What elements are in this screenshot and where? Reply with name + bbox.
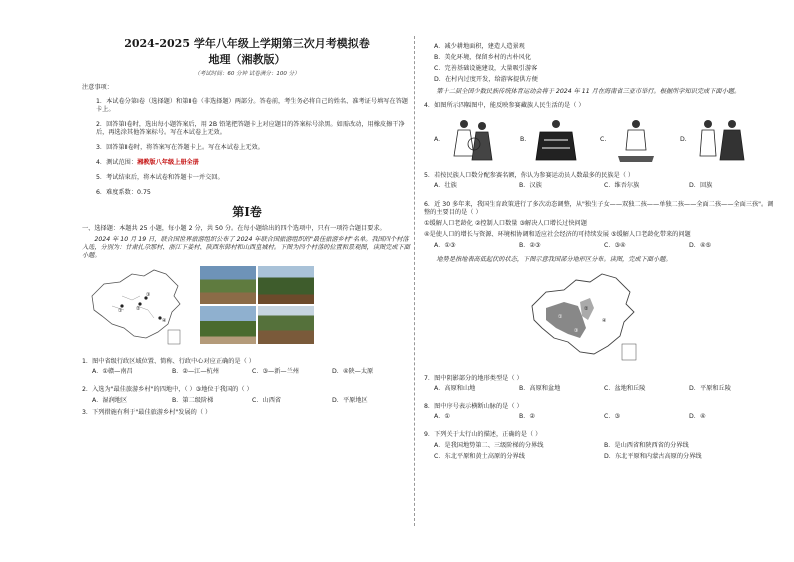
- question-9-stem: 9．下列关于太行山的描述，正确的是（ ）: [424, 431, 542, 439]
- question-6-stem: 6．近 30 多年来，我国生育政策进行了多次动态调整，从"独生子女——双独二孩——单独二孩——全面二孩——全面三孩"。调整的主要目的是（ ）: [424, 200, 774, 216]
- question-8-options: [434, 413, 774, 421]
- option[interactable]: C．盆地和丘陵: [604, 385, 646, 392]
- question-1-options: [92, 368, 412, 376]
- option[interactable]: C．东北平原和黄土高原的分界线: [434, 453, 525, 461]
- notice-scope-label: 4．测试范围：: [96, 159, 138, 167]
- option[interactable]: A．减少耕地面积，建造人造景观: [434, 43, 525, 50]
- option[interactable]: C．③—新—兰州: [252, 368, 299, 376]
- svg-text:③: ③: [574, 327, 579, 334]
- svg-text:②: ②: [584, 305, 589, 312]
- option[interactable]: B．第二级阶梯: [172, 396, 214, 404]
- passage-3: 地势是指地表高低起伏的状态，下图示意我国部分地形区分布。读图，完成下面小题。: [436, 255, 672, 263]
- exam-title: 2024-2025 学年八年级上学期第三次月考模拟卷: [124, 37, 370, 50]
- question-1-stem: 1．图中省级行政区域位置、简称、行政中心对应正确的是（ ）: [82, 358, 255, 366]
- village-photos: [200, 266, 314, 344]
- notice-item-scope: [96, 159, 412, 167]
- notice-item: 1．本试卷分第Ⅰ卷（选择题）和第Ⅱ卷（非选择题）两部分。答卷前，考生务必将自己的姓名、准考证号填写在答题卡上。: [96, 98, 408, 114]
- option[interactable]: C．山西省: [252, 396, 282, 404]
- option[interactable]: D．④: [689, 413, 706, 421]
- option[interactable]: B．高原和盆地: [519, 385, 561, 392]
- exam-meta: （考试时间：60 分钟 试卷满分：100 分）: [194, 70, 300, 77]
- figure-map-photos: [82, 266, 412, 348]
- option[interactable]: B.: [520, 136, 527, 144]
- village-photo: [258, 266, 314, 304]
- option[interactable]: C．完善基础设施建设，大量吸引游客: [434, 65, 538, 73]
- option[interactable]: B．美化环境，保留乡村的古朴风化: [434, 54, 532, 62]
- option[interactable]: A.: [434, 136, 441, 144]
- question-6-options: [434, 242, 774, 250]
- option[interactable]: D．④陕—太原: [332, 368, 374, 376]
- svg-text:④: ④: [602, 317, 607, 324]
- question-6-choices: ①缓解人口老龄化 ②控制人口数量 ③解决人口增长过快问题: [424, 219, 587, 227]
- option[interactable]: D．④⑤: [689, 241, 712, 249]
- question-4-stem: 4．如图所示四幅图中，能反映参赛藏族人民生活的是（ ）: [424, 102, 585, 110]
- costume-figure-icon: [694, 116, 748, 164]
- question-2-options: [92, 397, 412, 405]
- question-3-stem: 3．下列措施有利于"最佳旅游乡村"发展的（ ）: [82, 408, 212, 416]
- question-2-stem: 2．入选为"最佳旅游乡村"的四地中，（ ）③地位于我国的（ ）: [82, 386, 253, 394]
- option[interactable]: D．回族: [689, 182, 713, 190]
- costume-figure-icon: [448, 116, 498, 164]
- option[interactable]: A．①: [434, 413, 450, 421]
- notice-heading: 注意事项：: [82, 83, 113, 91]
- notice-item: 2．回答第Ⅰ卷时，选出每小题答案后，用 2B 铅笔把答题卡上对应题目的答案标号涂黑。如需改动，用橡皮擦干净后，再选涂其他答案标号。写在本试卷上无效。: [96, 121, 405, 137]
- village-photo: [200, 306, 256, 344]
- option[interactable]: B．②—江—杭州: [172, 368, 219, 376]
- option[interactable]: C．维吾尔族: [604, 182, 640, 190]
- option[interactable]: A．是我国地势第二、三级阶梯的分界线: [434, 442, 544, 450]
- question-7-stem: 7．图中阴影部分的地形类型是（ ）: [424, 374, 523, 382]
- notice-item: 3．回答第Ⅱ卷时，将答案写在答题卡上。写在本试卷上无效。: [96, 144, 264, 152]
- costume-figure-icon: [534, 116, 578, 164]
- option[interactable]: A．①赣—南昌: [92, 368, 133, 376]
- question-9-options: [434, 453, 774, 461]
- option[interactable]: B．是山西省和陕西省的分界线: [604, 442, 689, 450]
- section-title: 第Ⅰ卷: [232, 204, 262, 219]
- question-9-options: [434, 442, 774, 450]
- question-7-options: [434, 385, 774, 393]
- exam-subtitle: 地理（湘教版）: [208, 52, 286, 66]
- passage-1: 2024 年 10 月 19 日，联合国世界旅游组织公布了 2024 年联合国旅游组织的"最佳旅游乡村"名单。我国四个村落入选，分别为：甘肃扎尕那村、浙江下姜村、陕西东韩村和山西皇城村。下图为四个村落的位置和景观图，读图完成下面小题。: [82, 236, 410, 260]
- village-photo: [258, 306, 314, 344]
- china-map-icon: [82, 266, 192, 348]
- question-8-stem: 8．图中序号表示横断山脉的是（ ）: [424, 403, 523, 411]
- option[interactable]: B．②③: [519, 241, 541, 249]
- svg-text:②: ②: [136, 306, 141, 313]
- option[interactable]: B．汉族: [519, 182, 542, 190]
- costume-images: [434, 116, 774, 164]
- option[interactable]: D．在村内过度开发，给游客提供方便: [434, 76, 538, 84]
- question-6-choices: ④是使人口的增长与资源、环境相协调和适应社会经济的可持续发展 ⑤缓解人口老龄化带来的问题: [424, 230, 691, 238]
- section-intro: 一、选择题：本题共 25 小题，每小题 2 分，共 50 分。在每小题给出的四个选项中，只有一项符合题目要求。: [82, 225, 386, 233]
- option[interactable]: D．平原和丘陵: [689, 385, 731, 392]
- svg-text:③: ③: [146, 292, 151, 299]
- village-photo: [200, 266, 256, 304]
- option[interactable]: A．壮族: [434, 182, 457, 190]
- svg-text:①: ①: [118, 308, 123, 315]
- option[interactable]: C．③④: [604, 241, 626, 249]
- right-column: [424, 40, 774, 464]
- terrain-map-icon: [524, 272, 644, 364]
- option[interactable]: C.: [600, 136, 607, 144]
- svg-text:④: ④: [162, 318, 167, 325]
- option[interactable]: B．②: [519, 413, 535, 421]
- notice-item: 6．难度系数：0.75: [96, 189, 151, 197]
- question-5-options: [434, 182, 774, 190]
- svg-text:①: ①: [558, 313, 563, 320]
- option[interactable]: A．湿润地区: [92, 396, 128, 404]
- costume-figure-icon: [614, 116, 658, 164]
- option[interactable]: D．平原地区: [332, 396, 368, 404]
- option[interactable]: A．①③: [434, 241, 456, 249]
- column-divider: [414, 36, 415, 526]
- notice-scope-value: 湘教版八年级上册全册: [137, 159, 199, 167]
- question-5-stem: 5．若按民族人口数分配参赛名额，你认为参赛运动员人数最多的民族是（ ）: [424, 172, 635, 180]
- option[interactable]: A．高原和山地: [434, 385, 476, 392]
- passage-2: 第十二届全国少数民族传统体育运动会将于 2024 年 11 月在海南省三亚市举行。根据所学知识完成下面小题。: [436, 88, 741, 96]
- left-column: [82, 36, 412, 419]
- option[interactable]: C．③: [604, 413, 621, 421]
- notice-item: 5．考试结束后，将本试卷和答题卡一并交回。: [96, 174, 224, 182]
- option[interactable]: D.: [680, 136, 687, 144]
- option[interactable]: D．东北平原和内蒙古高原的分界线: [604, 453, 702, 461]
